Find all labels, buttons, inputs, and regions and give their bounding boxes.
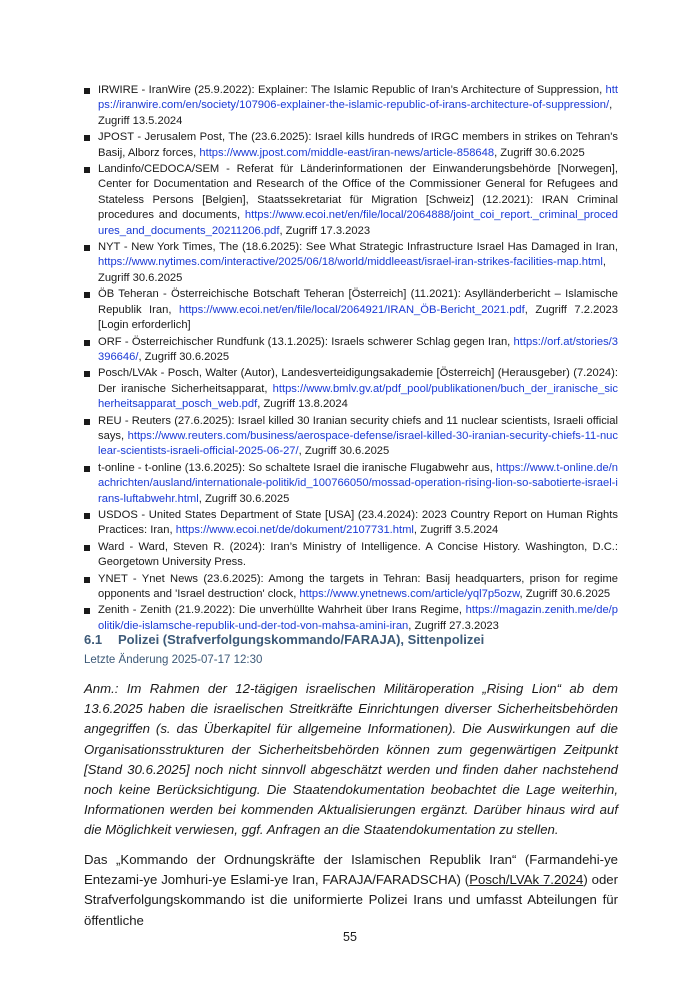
reference-link[interactable]: https://www.ynetnews.com/article/yql7p5ozw	[299, 588, 520, 600]
bullet-icon	[84, 577, 90, 583]
section-title: Polizei (Strafverfolgungskommando/FARAJA), Sittenpolizei	[118, 632, 485, 647]
reference-text: NYT - New York Times, The (18.6.2025): See What Strategic Infrastructure Israel Has Damaged in Iran,	[98, 241, 618, 254]
reference-text: t-online - t-online (13.6.2025): So schaltete Israel die iranische Flugabwehr aus,	[98, 461, 497, 474]
bullet-icon	[84, 340, 90, 346]
bullet-icon	[84, 513, 90, 519]
reference-access-date: , Zugriff 7.2.2023 [Login erforderlich]	[98, 303, 618, 332]
bullet-icon	[84, 371, 90, 377]
reference-item	[84, 572, 618, 603]
reference-text: Posch/LVAk - Posch, Walter (Autor), Landesverteidigungsakademie [Österreich] (Herausgeber) (7.2024): Der iranische Sicherheitsapparat,	[98, 367, 618, 395]
reference-item	[84, 130, 618, 161]
reference-link[interactable]: https://www.reuters.com/business/aerospace-defense/israel-killed-30-iranian-security-chiefs-11-nuclear-scientists-israeli-official-2025-06-27/	[98, 429, 618, 458]
reference-link[interactable]: https://www.nytimes.com/interactive/2025/06/18/world/middleeast/israel-iran-strikes-facilities-map.html	[98, 256, 603, 269]
reference-text: ÖB Teheran - Österreichische Botschaft Teheran [Österreich] (11.2021): Asylländerbericht – Islamische Republik Iran,	[98, 288, 618, 316]
reference-access-date: , Zugriff 30.6.2025	[98, 256, 606, 284]
citation-link[interactable]: Posch/LVAk 7.2024	[469, 872, 584, 888]
bullet-icon	[84, 167, 90, 173]
reference-access-date: , Zugriff 30.6.2025	[494, 146, 585, 159]
reference-access-date: , Zugriff 17.3.2023	[279, 224, 371, 237]
reference-item	[84, 366, 618, 412]
reference-text: USDOS - United States Department of State [USA] (23.4.2024): 2023 Country Report on Human Rights Practices: Iran,	[98, 508, 618, 537]
bullet-icon	[84, 135, 90, 141]
reference-access-date: , Zugriff 27.3.2023	[408, 619, 499, 632]
reference-text: JPOST - Jerusalem Post, The (23.6.2025): Israel kills hundreds of IRGC members in strikes on Tehran's Basij, Alborz forces,	[98, 131, 618, 159]
bullet-icon	[84, 88, 90, 94]
reference-link[interactable]: https://www.bmlv.gv.at/pdf_pool/publikationen/buch_der_iranische_sicherheitsapparat_posch_web.pdf	[98, 382, 618, 411]
reference-access-date: , Zugriff 30.6.2025	[298, 445, 390, 458]
reference-item	[84, 83, 618, 129]
reference-text: REU - Reuters (27.6.2025): Israel killed 30 Iranian security chiefs and 11 nuclear scientists, Israeli official says,	[98, 414, 618, 442]
last-change-date: Letzte Änderung 2025-07-17 12:30	[84, 654, 263, 666]
bullet-icon	[84, 608, 90, 614]
reference-access-date: , Zugriff 13.8.2024	[257, 398, 348, 411]
page-number: 55	[343, 930, 357, 944]
reference-item	[84, 461, 618, 507]
bullet-icon	[84, 545, 90, 551]
reference-link[interactable]: https://www.ecoi.net/en/file/local/2064921/IRAN_ÖB-Bericht_2021.pdf	[178, 303, 525, 316]
reference-access-date: , Zugriff 3.5.2024	[413, 524, 499, 537]
reference-access-date: , Zugriff 30.6.2025	[138, 350, 230, 363]
reference-list	[84, 83, 618, 635]
body-text-start: Das „Kommando der Ordnungskräfte der Islamischen Republik Iran“ (Farmandehi-ye Entezami-ye Jomhuri-ye Eslami-ye Iran, FARAJA/FARADSCHA) (	[84, 852, 618, 888]
bullet-icon	[84, 466, 90, 472]
reference-text: ORF - Österreichischer Rundfunk (13.1.2025): Israels schwerer Schlag gegen Iran,	[98, 335, 514, 348]
reference-text: Ward - Ward, Steven R. (2024): Iran’s Ministry of Intelligence. A Concise History. Washington, D.C.: Georgetown University Press.	[98, 540, 618, 569]
reference-item	[84, 335, 618, 366]
body-paragraph	[84, 850, 618, 931]
reference-access-date: , Zugriff 13.5.2024	[98, 99, 613, 127]
section-heading	[84, 632, 624, 647]
reference-item	[84, 540, 618, 571]
reference-link[interactable]: https://orf.at/stories/3396646/	[98, 335, 618, 363]
reference-item	[84, 603, 618, 634]
reference-access-date: , Zugriff 30.6.2025	[519, 588, 611, 600]
editorial-note: Anm.: Im Rahmen der 12-tägigen israelischen Militäroperation „Rising Lion“ ab dem 13.6.2025 haben die israelischen Streitkräfte Einrichtungen diverser Sicherheitsbehörden angegriffen (s. das Überkapitel für allgemeine Informationen). Die Auswirkungen auf die Organisationsstrukturen der Sicherheitsbehörden können zum gegenwärtigen Zeitpunkt [Stand 30.6.2025] noch nicht sinnvoll abgeschätzt werden und finden daher nachstehend noch keine Berücksichtigung. Die Staatendokumentation beobachtet die Lage weiterhin, Informationen werden bei kommenden Aktualisierungen ergänzt. Darüber hinaus wird auf die Möglichkeit verwiesen, ggf. Anfragen an die Staatendokumentation zu stellen.	[84, 681, 618, 838]
reference-item	[84, 240, 618, 286]
section-number: 6.1	[84, 632, 103, 647]
reference-link[interactable]: https://www.ecoi.net/en/file/local/2064888/joint_coi_report._criminal_procedures_and_documents_20211206.pdf	[98, 209, 618, 237]
bullet-icon	[84, 419, 90, 425]
reference-item	[84, 287, 618, 333]
reference-text: YNET - Ynet News (23.6.2025): Among the targets in Tehran: Basij headquarters, prison for regime opponents and 'Israel destruction' clock,	[98, 572, 618, 600]
reference-item	[84, 162, 618, 239]
bullet-icon	[84, 245, 90, 251]
bullet-icon	[84, 292, 90, 298]
reference-link[interactable]: https://iranwire.com/en/society/107906-explainer-the-islamic-republic-of-irans-architecture-of-suppression/	[98, 84, 618, 112]
reference-access-date: , Zugriff 30.6.2025	[198, 492, 290, 505]
reference-text: IRWIRE - IranWire (25.9.2022): Explainer: The Islamic Republic of Iran’s Architecture of Suppression,	[98, 84, 606, 96]
reference-item	[84, 508, 618, 539]
reference-text: Landinfo/CEDOCA/SEM - Referat für Länderinformationen der Einwanderungsbehörde [Norwegen], Center for Documentation and Research of the Office of the Commissioner General for Refugees and Stateless Persons [Belgien], Staatssekretariat für Migration [Schweiz] (12.2021): IRAN Criminal procedures and documents,	[98, 163, 618, 222]
reference-item	[84, 414, 618, 460]
reference-link[interactable]: https://www.jpost.com/middle-east/iran-news/article-858648	[199, 146, 495, 159]
reference-link[interactable]: https://www.t-online.de/nachrichten/ausland/internationale-politik/id_100766050/mossad-operation-rising-lion-so-sabotierte-israel-irans-luftabwehr.html	[98, 461, 618, 505]
reference-link[interactable]: https://www.ecoi.net/de/dokument/2107731.html	[175, 524, 414, 537]
body-text-end: ) oder Strafverfolgungskommando ist die uniformierte Polizei Irans und umfasst Abteilungen für öffentliche	[84, 872, 618, 928]
reference-link[interactable]: https://magazin.zenith.me/de/politik/die-islamsche-republik-und-der-tod-von-mahsa-amini-iran	[98, 604, 618, 632]
reference-text: Zenith - Zenith (21.9.2022): Die unverhüllte Wahrheit über Irans Regime,	[98, 604, 466, 617]
